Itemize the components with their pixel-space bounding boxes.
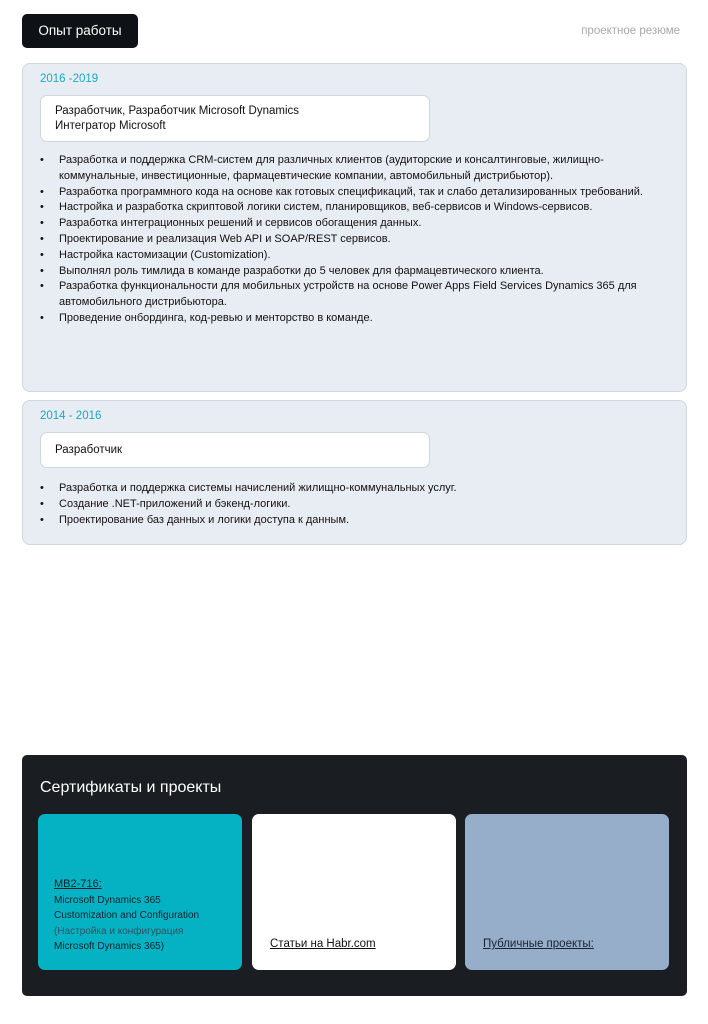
duty-item: • Настройка кастомизации (Customization). (40, 248, 650, 264)
duty-item: • Разработка интеграционных решений и сервисов обогащения данных. (40, 216, 650, 232)
certificate-name: Customization and Configuration (54, 910, 200, 921)
certificate-card (38, 814, 242, 970)
duty-item: • Разработка функциональности для мобильных устройств на основе Power Apps Field Services Dynamics 365 для автомобильного дистрибьютора. (40, 279, 650, 311)
duty-item: • Разработка и поддержка системы начислений жилищно-коммунальных услуг. (40, 481, 650, 497)
certificate-code-link[interactable]: MB2-716: (54, 878, 102, 890)
duty-item: • Настройка и разработка скриптовой логики систем, планировщиков, веб-сервисов и Windows-сервисов. (40, 200, 650, 216)
resume-note: проектное резюме (581, 25, 680, 37)
job-card (22, 400, 687, 545)
certificate-details (54, 877, 232, 955)
job-duties-list (40, 481, 650, 528)
job-period: 2014 - 2016 (40, 410, 102, 422)
certificate-translation: Microsoft Dynamics 365) (54, 941, 165, 952)
duty-item: • Проведение онбординга, код-ревью и менторство в команде. (40, 311, 650, 327)
job-role-line: Разработчик (55, 443, 123, 456)
duty-item: • Разработка и поддержка CRM-систем для различных клиентов (аудиторские и консалтинговые, жилищно-коммунальные, инвестиционные, фармацевтические компании, автомобильный дистрибьютор). (40, 153, 650, 185)
habr-articles-link[interactable]: Статьи на Habr.com (270, 938, 376, 950)
job-period: 2016 -2019 (40, 73, 99, 85)
duty-item: • Разработка программного кода на основе как готовых спецификаций, так и слабо детализированных требований. (40, 185, 650, 201)
section-label: Опыт работы (22, 14, 138, 48)
duty-item: • Создание .NET-приложений и бэкенд-логики. (40, 497, 650, 513)
projects-card (465, 814, 669, 970)
certificates-title: Сертификаты и проекты (40, 779, 222, 796)
duty-item: • Выполнял роль тимлида в команде разработки до 5 человек для фармацевтического клиента. (40, 264, 650, 280)
certificate-translation: (Настройка и конфигурация (54, 925, 184, 937)
public-projects-link[interactable]: Публичные проекты: (483, 938, 594, 950)
articles-card (252, 814, 456, 970)
job-role (40, 95, 430, 142)
duty-item: • Проектирование и реализация Web API и SOAP/REST сервисов. (40, 232, 650, 248)
job-role-line: Разработчик, Разработчик Microsoft Dynamics (55, 104, 300, 117)
job-role (40, 432, 430, 468)
duty-item: • Проектирование баз данных и логики доступа к данным. (40, 513, 650, 529)
certificate-name: Microsoft Dynamics 365 (54, 894, 161, 906)
job-card (22, 63, 687, 392)
job-role-line: Интегратор Microsoft (55, 119, 166, 132)
job-duties-list (40, 153, 650, 327)
certificates-section (22, 755, 687, 996)
